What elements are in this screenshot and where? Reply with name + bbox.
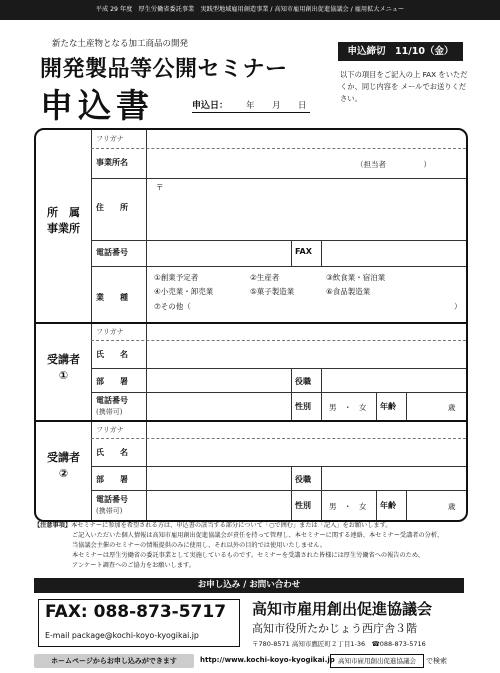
p1-title-label: 役職: [295, 377, 311, 386]
notes-line: アンケート調査へのご協力をお願いします。: [72, 562, 195, 569]
p1-furigana-label: フリガナ: [96, 328, 124, 336]
date-year: 年: [246, 101, 255, 111]
divider: [376, 392, 377, 420]
org-phone-field[interactable]: [146, 240, 291, 266]
application-form: [34, 128, 468, 522]
p2-sex-label: 性別: [295, 501, 311, 510]
org-address: 高知市役所たかじょう西庁舎３階: [252, 622, 417, 635]
divider: [291, 466, 292, 520]
notes-line: ご記入いただいた個人情報は高知市雇用創出促進協議会が責任を持って管理し、本セミナーに関する連絡、本セミナー受講者の分析、: [72, 532, 444, 539]
postal-mark: 〒: [156, 183, 164, 192]
p2-dept-label: 部 署: [96, 475, 128, 484]
date-month: 月: [272, 101, 281, 111]
top-banner: 平成 29 年度 厚生労働省委託事業 実践型地域雇用創造事業 / 高知市雇用創出促進協議会 / 雇用拡大メニュー: [0, 0, 500, 20]
group-org: 所 属 事業所: [47, 206, 80, 235]
org-furigana-label: フリガナ: [96, 135, 124, 143]
notes-block: [34, 521, 474, 571]
subtitle: 新たな土産物となる加工商品の開発: [52, 39, 189, 49]
date-day: 日: [298, 101, 307, 111]
p1-phone-sub: (携帯可): [96, 408, 123, 416]
group-participant-2: 受講者 ②: [47, 451, 80, 480]
p2-phone-field[interactable]: [146, 490, 291, 520]
p2-phone-label: 電話番号: [96, 495, 128, 504]
p1-dept-field[interactable]: [146, 368, 291, 392]
divider: [291, 368, 292, 420]
p2-furigana-field[interactable]: [146, 420, 466, 438]
industry-option[interactable]: ⑥食品製造業: [326, 287, 371, 296]
web-apply-note: ホームページからお申し込みができます: [34, 654, 194, 668]
date-label: 申込日：: [192, 101, 229, 111]
p2-name-label: 氏 名: [96, 448, 128, 457]
industry-option[interactable]: ⑤菓子製造業: [250, 287, 295, 296]
p2-age-label: 年齢: [380, 501, 396, 510]
p1-name-field[interactable]: [146, 340, 466, 368]
industry-option[interactable]: ④小売業・卸売業: [154, 287, 214, 296]
divider: [291, 240, 292, 266]
industry-option[interactable]: ③飲食業・宿泊業: [326, 273, 386, 282]
p2-phone-sub: (携帯可): [96, 507, 123, 515]
org-fax-label: FAX: [295, 247, 312, 256]
search-suffix: で検索: [426, 657, 447, 665]
divider: [91, 266, 466, 267]
p1-sex-label: 性別: [295, 402, 311, 411]
org-postal-phone: 〒780-8571 高知市鷹匠町２丁目1-36 ☎088-873-5716: [252, 640, 426, 648]
p1-age-label: 年齢: [380, 402, 396, 411]
title-line1: 開発製品等公開セミナー: [40, 57, 288, 82]
p2-sex-options[interactable]: 男 ・ 女: [329, 502, 367, 511]
divider: [376, 490, 377, 520]
tantou-label: （担当者 ）: [356, 160, 431, 169]
p2-age-field[interactable]: [406, 490, 466, 520]
org-furigana-field[interactable]: [146, 130, 466, 148]
p2-furigana-label: フリガナ: [96, 426, 124, 434]
fax-number: FAX: 088-873-5717: [45, 602, 227, 622]
fax-email-box: [38, 599, 240, 647]
org-phone-label: 電話番号: [96, 248, 128, 257]
p2-name-field[interactable]: [146, 438, 466, 466]
notes-label: 【注意事項】: [34, 522, 72, 529]
industry-option-close: ）: [454, 302, 462, 311]
p1-title-field[interactable]: [321, 368, 466, 392]
p2-title-label: 役職: [295, 475, 311, 484]
p1-phone-label: 電話番号: [96, 396, 128, 405]
date-underline[interactable]: [192, 112, 310, 113]
p1-furigana-field[interactable]: [146, 322, 466, 340]
search-keyword-box: 高知市雇用創出促進協議会: [330, 654, 424, 668]
p1-age-unit: 歳: [448, 403, 456, 412]
org-address-field[interactable]: [146, 178, 466, 240]
notes-line: 本セミナーに参加を希望される方は、申込書の該当する部分について「○で囲む」または「記入」をお願いします。: [71, 522, 392, 529]
group-participant-1: 受講者 ①: [47, 353, 80, 382]
website-url[interactable]: http://www.kochi-koyo-kyogikai.jp: [200, 656, 335, 664]
contact-bar: お申し込み / お問い合わせ: [34, 578, 464, 593]
industry-label: 業 種: [96, 293, 128, 302]
p1-dept-label: 部 署: [96, 377, 128, 386]
email-address[interactable]: E-mail package@kochi-koyo-kyogikai.jp: [45, 631, 199, 640]
industry-option[interactable]: ②生産者: [250, 273, 280, 282]
org-name: 高知市雇用創出促進協議会: [252, 600, 433, 618]
divider: [91, 130, 92, 520]
p2-title-field[interactable]: [321, 466, 466, 490]
industry-option-other[interactable]: ⑦その他（: [154, 302, 191, 311]
notes-line: 本セミナーは厚生労働省の委託事業として実施しているものです。セミナーを受講された皆様には厚生労働省への報告のため、: [72, 552, 424, 559]
p2-dept-field[interactable]: [146, 466, 291, 490]
org-name-label: 事業所名: [96, 158, 128, 167]
p2-age-unit: 歳: [448, 502, 456, 511]
title-line2: 申込書: [40, 86, 154, 125]
org-fax-field[interactable]: [321, 240, 466, 266]
deadline-note: 以下の項目をご記入の上 FAX をいただくか、同じ内容を メールでお送りください。: [340, 70, 468, 103]
industry-option[interactable]: ①創業予定者: [154, 273, 199, 282]
p1-sex-options[interactable]: 男 ・ 女: [329, 403, 367, 412]
p1-age-field[interactable]: [406, 392, 466, 420]
org-address-label: 住 所: [96, 203, 128, 212]
notes-line: 当協議会主催のセミナーの情報提供のみに使用し、それ以外の目的では使用いたしません。: [72, 542, 327, 549]
p1-phone-field[interactable]: [146, 392, 291, 420]
deadline-badge: 申込締切 11/10（金）: [338, 42, 463, 61]
p1-name-label: 氏 名: [96, 350, 128, 359]
